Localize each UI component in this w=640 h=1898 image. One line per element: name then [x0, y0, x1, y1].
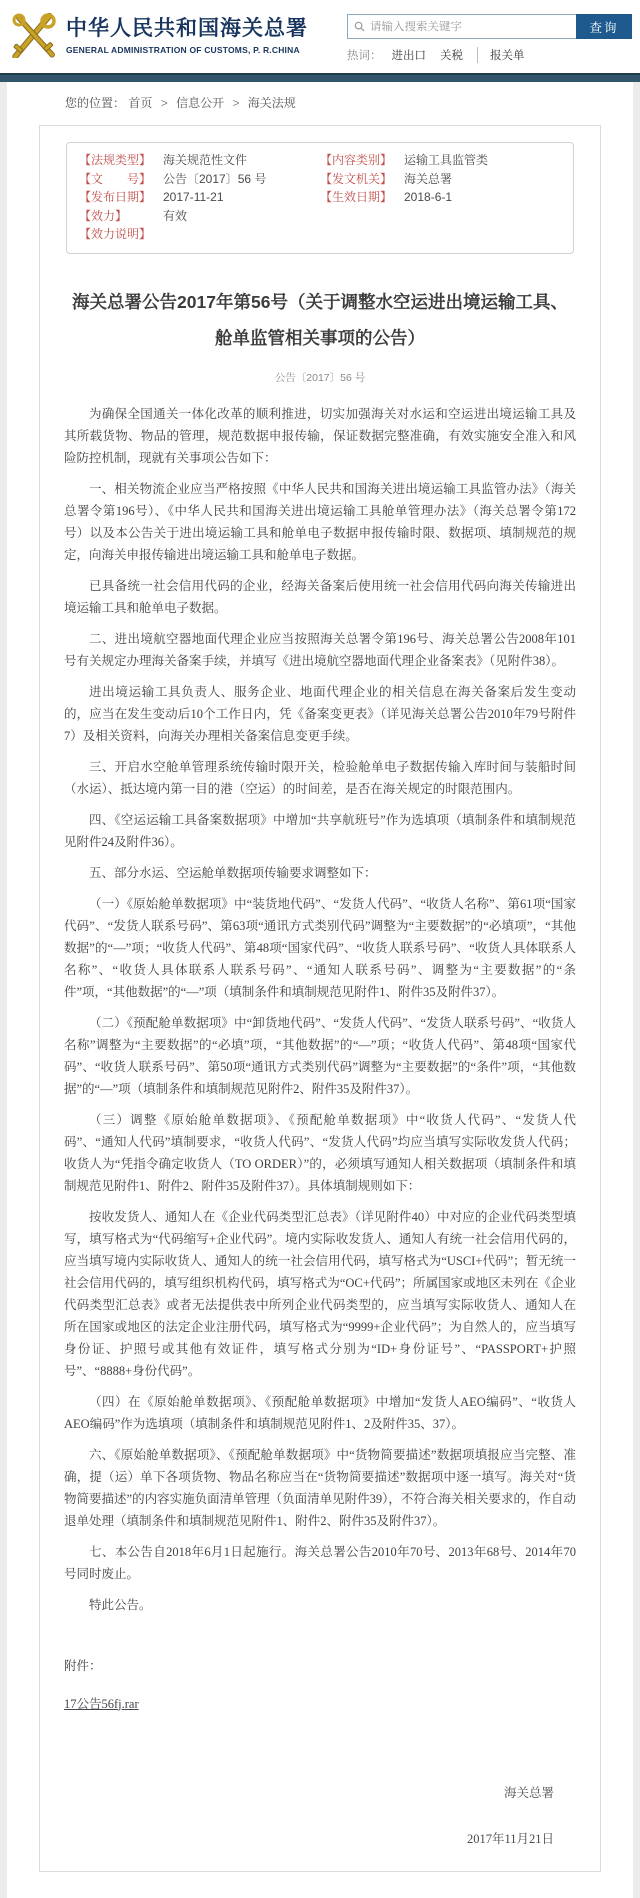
attachment-label: 附件：	[64, 1658, 102, 1673]
breadcrumb-home[interactable]: 首页	[128, 96, 153, 110]
paragraph: 三、开启水空舱单管理系统传输时限开关，检验舱单电子数据传输入库时间与装船时间（水运）、抵达境内第一目的港（空运）的时间差，是否在海关规定的时限范围内。	[64, 759, 576, 796]
meta-publish-date: 【发布日期】 2017-11-21	[79, 190, 224, 204]
customs-emblem-icon	[10, 12, 58, 58]
meta-validity: 【效力】 有效	[79, 208, 188, 223]
paragraph: 四、《空运运输工具备案数据项》中增加“共享航班号”作为选填项（填制条件和填制规范见附件24及附件36）。	[64, 812, 576, 849]
paragraph: 一、相关物流企业应当严格按照《中华人民共和国海关进出境运输工具监管办法》（海关总署令第196号）、《中华人民共和国海关进出境运输工具舱单管理办法》（海关总署令第172号）以及本公告关于进出境运输工具和舱单电子数据申报传输时限、数据项、填制规范的规定，向海关申报传输进出境运输工具和舱单电子数据。	[64, 481, 576, 562]
header-divider-bar	[0, 73, 640, 82]
site-brand	[8, 12, 308, 58]
announcement-body	[64, 403, 576, 1616]
hot-words-label: 热词：	[347, 50, 382, 62]
search-input[interactable]	[370, 21, 570, 33]
paragraph: 六、《原始舱单数据项》、《预配舱单数据项》中“货物简要描述”数据项填报应当完整、准确，提（运）单下各项货物、物品名称应当在“货物简要描述”数据项中逐一填写。海关对“货物简要描述”的内容实施负面清单管理（负面清单见附件39），不符合海关相关要求的，作自动退单处理（填制条件和填制规范见附件1、附件2、附件35及附件37）。	[64, 1447, 576, 1528]
breadcrumb	[7, 82, 633, 121]
attachment-download-link[interactable]: 17公告56fj.rar	[64, 1696, 139, 1711]
hot-word-customs-declaration[interactable]: 报关单	[477, 47, 525, 63]
breadcrumb-label: 您的位置：	[65, 96, 126, 110]
meta-effective-date: 【生效日期】 2018-6-1	[320, 190, 453, 204]
breadcrumb-separator: >	[232, 96, 240, 110]
search-icon	[354, 21, 365, 32]
meta-regulation-type: 【法规类型】 海关规范性文件	[79, 153, 248, 167]
breadcrumb-customs-regulations[interactable]: 海关法规	[247, 96, 296, 110]
regulation-meta-box	[66, 142, 574, 254]
site-subtitle: GENERAL ADMINISTRATION OF CUSTOMS, P. R.CHINA	[66, 44, 300, 55]
paragraph: （一）《原始舱单数据项》中“装货地代码”、“发货人代码”、“收货人名称”、第61项“国家代码”、“发货人联系号码”、第63项“通讯方式类别代码”调整为“主要数据”的“必填项”，“其他数据”的“—”项；“收货人代码”、第48项“国家代码”、“收货人联系号码”、“收货人具体联系人名称”、“收货人具体联系人联系号码”、“通知人联系号码”、调整为“主要数据”的“条件”项，“其他数据”的“—”项（填制条件和填制规范见附件1、附件35及附件37）。	[64, 896, 576, 999]
paragraph: 二、进出境航空器地面代理企业应当按照海关总署令第196号、海关总署公告2008年101号有关规定办理海关备案手续，并填写《进出境航空器地面代理企业备案表》（见附件38）。	[64, 631, 576, 668]
search-box	[347, 14, 576, 39]
announcement-number: 公告〔2017〕56 号	[274, 371, 366, 384]
paragraph: 特此公告。	[89, 1597, 152, 1612]
signature-date: 2017年11月21日	[466, 1831, 554, 1846]
announcement-title: 海关总署公告2017年第56号（关于调整水空运进出境运输工具、 舱单监管相关事项的公告）	[72, 291, 568, 348]
paragraph: （二）《预配舱单数据项》中“卸货地代码”、“发货人代码”、“发货人联系号码”、“收货人名称”调整为“主要数据”的“必填”项，“其他数据”的“—”项；“收货人代码”、第48项“国家代码”、“收货人联系号码”、第50项“通讯方式类别代码”调整为“主要数据”的“条件”项，“其他数据”的“—”项（填制条件和填制规范见附件2、附件35及附件37）。	[64, 1015, 576, 1096]
site-header	[0, 0, 640, 73]
search-area	[347, 12, 632, 63]
breadcrumb-info-disclosure[interactable]: 信息公开	[176, 96, 225, 110]
meta-document-number: 【文 号】 公告〔2017〕56 号	[79, 171, 267, 186]
site-title: 中华人民共和国海关总署	[66, 16, 308, 40]
hot-word-import-export[interactable]: 进出口	[391, 50, 426, 62]
paragraph: 按收发货人、通知人在《企业代码类型汇总表》（详见附件40）中对应的企业代码类型填写，填写格式为“代码缩写+企业代码”。境内实际收发货人、通知人有统一社会信用代码的，应当填写境内实际收货人、通知人的统一社会信用代码，填写格式为“USCI+代码”；暂无统一社会信用代码的，填写组织机构代码，填写格式为“OC+代码”；所属国家或地区未列在《企业代码类型汇总表》或者无法提供表中所列企业代码类型的，应当填写实际收货人、通知人在所在国家或地区的法定企业注册代码，填写格式为“9999+企业代码”；为自然人的，应当填写身份证、护照号或其他有效证件，填写格式分别为“ID+身份证号”、“PASSPORT+护照号”、“8888+身份代码”。	[64, 1209, 576, 1378]
content-area	[7, 82, 633, 1898]
paragraph: 进出境运输工具负责人、服务企业、地面代理企业的相关信息在海关备案后发生变动的，应当在发生变动后10个工作日内，凭《备案变更表》（详见海关总署公告2010年79号附件7）及相关资料，向海关办理相关备案信息变更手续。	[64, 684, 576, 743]
paragraph: 七、本公告自2018年6月1日起施行。海关总署公告2010年70号、2013年68号、2014年70号同时废止。	[64, 1544, 576, 1581]
meta-issuing-authority: 【发文机关】 海关总署	[320, 171, 453, 186]
paragraph: 已具备统一社会信用代码的企业，经海关备案后使用统一社会信用代码向海关传输进出境运输工具和舱单电子数据。	[64, 578, 576, 615]
hot-word-tariff[interactable]: 关税	[440, 50, 463, 62]
paragraph: 五、部分水运、空运舱单数据项传输要求调整如下：	[89, 865, 377, 880]
hot-words	[347, 47, 632, 63]
document-container	[39, 125, 601, 1872]
breadcrumb-separator: >	[160, 96, 168, 110]
signature-block	[64, 1783, 576, 1847]
signature-org: 海关总署	[503, 1785, 554, 1800]
paragraph: （三）调整《原始舱单数据项》、《预配舱单数据项》中“收货人代码”、“发货人代码”、“通知人代码”填制要求，“收货人代码”、“发货人代码”均应当填写实际收发货人代码；收货人为“凭指令确定收货人（TO ORDER）”的，必须填写通知人相关数据项（填制条件和填制规范见附件1、附件2、附件35及附件37）。具体填制规则如下：	[64, 1112, 576, 1193]
paragraph: （四）在《原始舱单数据项》、《预配舱单数据项》中增加“发货人AEO编码”、“收货人AEO编码”作为选填项（填制条件和填制规范见附件1、2及附件35、37）。	[64, 1394, 576, 1431]
paragraph: 为确保全国通关一体化改革的顺利推进，切实加强海关对水运和空运进出境运输工具及其所载货物、物品的管理，规范数据申报传输，保证数据完整准确，有效实施安全准入和风险防控机制，现就有关事项公告如下：	[64, 406, 576, 465]
meta-content-category: 【内容类别】 运输工具监管类	[320, 153, 489, 167]
meta-validity-note: 【效力说明】	[79, 227, 152, 241]
search-button[interactable]: 查询	[576, 14, 632, 39]
